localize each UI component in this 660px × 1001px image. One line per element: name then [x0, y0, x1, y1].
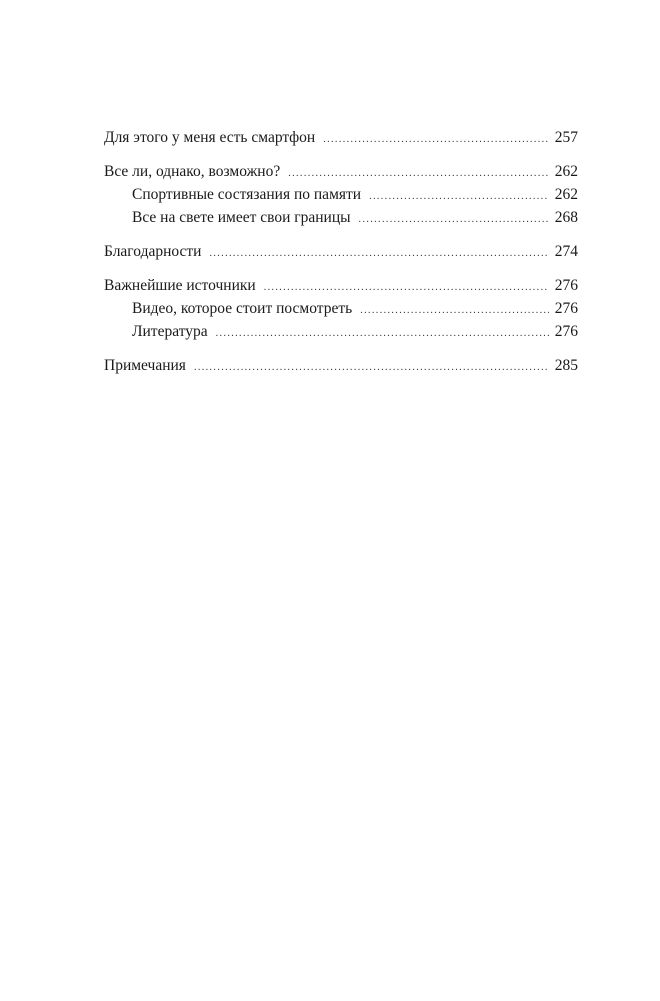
toc-entry-title: Все ли, однако, возможно?	[104, 163, 281, 180]
toc-entry-page: 262	[554, 186, 578, 203]
toc-dot-leader	[288, 162, 549, 185]
toc-entry-page: 285	[554, 357, 578, 374]
toc-entry-title: Важнейшие источники	[104, 277, 256, 294]
table-of-contents	[104, 126, 578, 388]
toc-group	[104, 240, 578, 263]
toc-entry-page: 274	[554, 243, 578, 260]
toc-entry-title: Видео, которое стоит посмотреть	[132, 300, 353, 317]
toc-entry[interactable]	[104, 160, 578, 183]
toc-dot-leader	[264, 276, 549, 299]
toc-entry-page: 268	[554, 209, 578, 226]
toc-group	[104, 160, 578, 229]
toc-entry-title: Литература	[132, 323, 208, 340]
toc-dot-leader	[369, 185, 549, 208]
toc-entry-title: Для этого у меня есть смартфон	[104, 129, 316, 146]
toc-entry-page: 276	[554, 277, 578, 294]
toc-dot-leader	[323, 128, 549, 151]
toc-entry-page: 276	[554, 300, 578, 317]
toc-group	[104, 126, 578, 149]
toc-subentry[interactable]	[104, 297, 578, 320]
toc-entry-page: 262	[554, 163, 578, 180]
toc-dot-leader	[360, 299, 549, 322]
toc-entry-title: Спортивные состязания по памяти	[132, 186, 362, 203]
toc-subentry[interactable]	[104, 320, 578, 343]
toc-dot-leader	[359, 208, 549, 231]
toc-group	[104, 274, 578, 343]
toc-entry-title: Благодарности	[104, 243, 202, 260]
toc-dot-leader	[216, 322, 549, 345]
toc-entry-page: 276	[554, 323, 578, 340]
toc-entry[interactable]	[104, 240, 578, 263]
toc-entry-title: Примечания	[104, 357, 186, 374]
toc-subentry[interactable]	[104, 183, 578, 206]
toc-subentry[interactable]	[104, 206, 578, 229]
toc-dot-leader	[209, 242, 548, 265]
toc-entry-title: Все на свете имеет свои границы	[132, 209, 351, 226]
toc-dot-leader	[194, 356, 549, 379]
toc-entry[interactable]	[104, 274, 578, 297]
toc-group	[104, 354, 578, 377]
toc-entry[interactable]	[104, 354, 578, 377]
toc-entry[interactable]	[104, 126, 578, 149]
toc-entry-page: 257	[554, 129, 578, 146]
